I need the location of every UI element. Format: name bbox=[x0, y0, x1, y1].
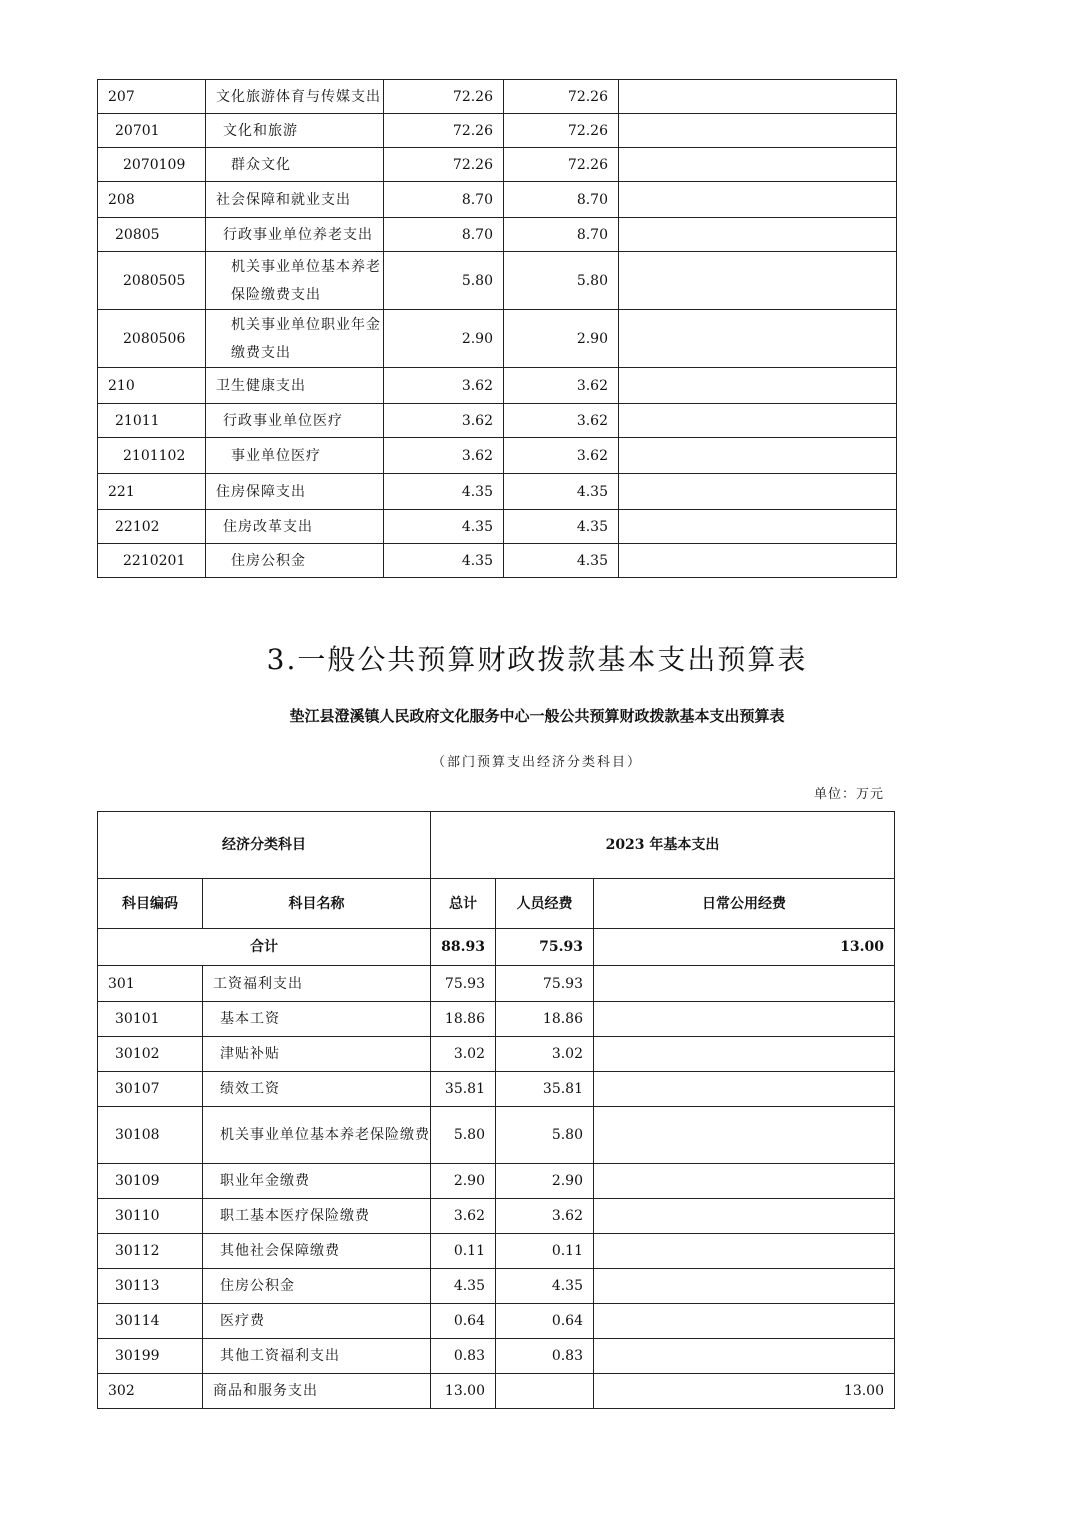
row-project bbox=[619, 474, 897, 510]
row-code: 30114 bbox=[98, 1304, 203, 1339]
row-basic: 72.26 bbox=[504, 148, 619, 182]
row-personnel: 18.86 bbox=[496, 1002, 594, 1037]
row-basic: 3.62 bbox=[504, 404, 619, 438]
row-basic: 72.26 bbox=[504, 114, 619, 148]
row-name: 机关事业单位职业年金缴费支出 bbox=[206, 310, 384, 368]
row-project bbox=[619, 218, 897, 252]
row-public bbox=[594, 1164, 895, 1199]
row-project bbox=[619, 368, 897, 404]
row-name: 卫生健康支出 bbox=[206, 368, 384, 404]
row-basic: 72.26 bbox=[504, 80, 619, 114]
row-total: 0.83 bbox=[431, 1339, 496, 1374]
table-subtitle: （部门预算支出经济分类科目） bbox=[431, 755, 642, 770]
row-name: 基本工资 bbox=[203, 1002, 431, 1037]
table-title: 垫江县澄溪镇人民政府文化服务中心一般公共预算财政拨款基本支出预算表 bbox=[289, 707, 785, 725]
header-name: 科目名称 bbox=[203, 879, 431, 929]
row-code: 2210201 bbox=[98, 544, 206, 578]
row-name: 文化和旅游 bbox=[206, 114, 384, 148]
row-code: 2080506 bbox=[98, 310, 206, 368]
row-code: 30102 bbox=[98, 1037, 203, 1072]
row-total: 75.93 bbox=[431, 966, 496, 1002]
row-project bbox=[619, 438, 897, 474]
basic-expenditure-table bbox=[97, 811, 895, 1409]
table-row bbox=[98, 1339, 895, 1374]
sum-label: 合计 bbox=[98, 929, 431, 966]
table-row bbox=[98, 114, 897, 148]
row-project bbox=[619, 252, 897, 310]
expenditure-function-table-body bbox=[98, 80, 897, 578]
table-row bbox=[98, 1107, 895, 1164]
table-row bbox=[98, 182, 897, 218]
row-total: 3.02 bbox=[431, 1037, 496, 1072]
header-personnel: 人员经费 bbox=[496, 879, 594, 929]
unit-label: 单位：万元 bbox=[813, 787, 884, 802]
row-code: 2070109 bbox=[98, 148, 206, 182]
table-row bbox=[98, 310, 897, 368]
table-row bbox=[98, 1304, 895, 1339]
sum-total: 88.93 bbox=[431, 929, 496, 966]
table-row bbox=[98, 510, 897, 544]
row-code: 30112 bbox=[98, 1234, 203, 1269]
row-personnel bbox=[496, 1374, 594, 1409]
row-project bbox=[619, 404, 897, 438]
table-row bbox=[98, 148, 897, 182]
row-total: 2.90 bbox=[384, 310, 504, 368]
header-row-columns bbox=[98, 879, 895, 929]
row-total: 3.62 bbox=[384, 438, 504, 474]
row-public bbox=[594, 1234, 895, 1269]
row-name: 住房公积金 bbox=[206, 544, 384, 578]
row-total: 72.26 bbox=[384, 114, 504, 148]
sum-public: 13.00 bbox=[594, 929, 895, 966]
row-code: 221 bbox=[98, 474, 206, 510]
row-personnel: 3.62 bbox=[496, 1199, 594, 1234]
table-row bbox=[98, 80, 897, 114]
row-total: 5.80 bbox=[431, 1107, 496, 1164]
row-basic: 8.70 bbox=[504, 218, 619, 252]
row-name: 社会保障和就业支出 bbox=[206, 182, 384, 218]
row-total: 35.81 bbox=[431, 1072, 496, 1107]
row-personnel: 2.90 bbox=[496, 1164, 594, 1199]
row-total: 5.80 bbox=[384, 252, 504, 310]
table-row bbox=[98, 474, 897, 510]
row-personnel: 0.11 bbox=[496, 1234, 594, 1269]
row-code: 30109 bbox=[98, 1164, 203, 1199]
row-name: 事业单位医疗 bbox=[206, 438, 384, 474]
table-row bbox=[98, 252, 897, 310]
row-total: 13.00 bbox=[431, 1374, 496, 1409]
table-row bbox=[98, 368, 897, 404]
row-code: 301 bbox=[98, 966, 203, 1002]
header-code: 科目编码 bbox=[98, 879, 203, 929]
row-code: 30110 bbox=[98, 1199, 203, 1234]
row-code: 30107 bbox=[98, 1072, 203, 1107]
section-title: 3.一般公共预算财政拨款基本支出预算表 bbox=[266, 643, 808, 676]
row-public bbox=[594, 966, 895, 1002]
row-code: 21011 bbox=[98, 404, 206, 438]
row-public bbox=[594, 1002, 895, 1037]
row-personnel: 35.81 bbox=[496, 1072, 594, 1107]
row-project bbox=[619, 114, 897, 148]
row-name: 其他社会保障缴费 bbox=[203, 1234, 431, 1269]
row-personnel: 0.83 bbox=[496, 1339, 594, 1374]
row-name: 机关事业单位基本养老保险缴费支出 bbox=[206, 252, 384, 310]
row-total: 72.26 bbox=[384, 148, 504, 182]
row-code: 30113 bbox=[98, 1269, 203, 1304]
row-basic: 4.35 bbox=[504, 474, 619, 510]
row-code: 20701 bbox=[98, 114, 206, 148]
row-project bbox=[619, 148, 897, 182]
row-personnel: 0.64 bbox=[496, 1304, 594, 1339]
row-name: 职业年金缴费 bbox=[203, 1164, 431, 1199]
row-total: 8.70 bbox=[384, 182, 504, 218]
row-name: 住房改革支出 bbox=[206, 510, 384, 544]
sum-row bbox=[98, 929, 895, 966]
row-total: 0.64 bbox=[431, 1304, 496, 1339]
table-row bbox=[98, 1037, 895, 1072]
row-code: 208 bbox=[98, 182, 206, 218]
row-name: 医疗费 bbox=[203, 1304, 431, 1339]
row-total: 4.35 bbox=[431, 1269, 496, 1304]
row-project bbox=[619, 182, 897, 218]
row-total: 18.86 bbox=[431, 1002, 496, 1037]
row-name: 文化旅游体育与传媒支出 bbox=[206, 80, 384, 114]
row-public bbox=[594, 1304, 895, 1339]
row-name: 津贴补贴 bbox=[203, 1037, 431, 1072]
table-row bbox=[98, 1234, 895, 1269]
row-name: 行政事业单位养老支出 bbox=[206, 218, 384, 252]
row-code: 20805 bbox=[98, 218, 206, 252]
row-name: 住房保障支出 bbox=[206, 474, 384, 510]
header-economic-category: 经济分类科目 bbox=[98, 812, 431, 879]
row-code: 30199 bbox=[98, 1339, 203, 1374]
table-row bbox=[98, 218, 897, 252]
row-basic: 3.62 bbox=[504, 368, 619, 404]
row-public bbox=[594, 1199, 895, 1234]
row-public bbox=[594, 1037, 895, 1072]
row-name: 住房公积金 bbox=[203, 1269, 431, 1304]
row-total: 2.90 bbox=[431, 1164, 496, 1199]
basic-expenditure-table-body bbox=[98, 966, 895, 1409]
row-name: 其他工资福利支出 bbox=[203, 1339, 431, 1374]
row-total: 0.11 bbox=[431, 1234, 496, 1269]
row-name: 群众文化 bbox=[206, 148, 384, 182]
row-code: 2101102 bbox=[98, 438, 206, 474]
row-code: 30108 bbox=[98, 1107, 203, 1164]
row-personnel: 4.35 bbox=[496, 1269, 594, 1304]
table-row bbox=[98, 1072, 895, 1107]
header-total: 总计 bbox=[431, 879, 496, 929]
row-code: 30101 bbox=[98, 1002, 203, 1037]
table-row bbox=[98, 1164, 895, 1199]
table-row bbox=[98, 1002, 895, 1037]
row-name: 职工基本医疗保险缴费 bbox=[203, 1199, 431, 1234]
row-total: 72.26 bbox=[384, 80, 504, 114]
row-project bbox=[619, 80, 897, 114]
row-total: 3.62 bbox=[384, 404, 504, 438]
row-personnel: 5.80 bbox=[496, 1107, 594, 1164]
row-basic: 8.70 bbox=[504, 182, 619, 218]
row-name: 工资福利支出 bbox=[203, 966, 431, 1002]
row-name: 商品和服务支出 bbox=[203, 1374, 431, 1409]
table-row bbox=[98, 1199, 895, 1234]
header-public: 日常公用经费 bbox=[594, 879, 895, 929]
row-basic: 3.62 bbox=[504, 438, 619, 474]
row-code: 22102 bbox=[98, 510, 206, 544]
row-code: 207 bbox=[98, 80, 206, 114]
row-total: 4.35 bbox=[384, 510, 504, 544]
row-name: 机关事业单位基本养老保险缴费 bbox=[203, 1107, 431, 1164]
row-basic: 2.90 bbox=[504, 310, 619, 368]
row-name: 行政事业单位医疗 bbox=[206, 404, 384, 438]
row-public: 13.00 bbox=[594, 1374, 895, 1409]
sum-personnel: 75.93 bbox=[496, 929, 594, 966]
table-row bbox=[98, 1374, 895, 1409]
row-project bbox=[619, 310, 897, 368]
table-row bbox=[98, 404, 897, 438]
header-row-group bbox=[98, 812, 895, 879]
table-row bbox=[98, 1269, 895, 1304]
row-basic: 5.80 bbox=[504, 252, 619, 310]
expenditure-function-table bbox=[97, 79, 897, 578]
row-total: 3.62 bbox=[384, 368, 504, 404]
row-project bbox=[619, 510, 897, 544]
row-code: 302 bbox=[98, 1374, 203, 1409]
table-row bbox=[98, 544, 897, 578]
row-total: 4.35 bbox=[384, 474, 504, 510]
row-basic: 4.35 bbox=[504, 544, 619, 578]
row-name: 绩效工资 bbox=[203, 1072, 431, 1107]
row-total: 3.62 bbox=[431, 1199, 496, 1234]
header-year-basic-expenditure: 2023 年基本支出 bbox=[431, 812, 895, 879]
row-personnel: 75.93 bbox=[496, 966, 594, 1002]
row-public bbox=[594, 1339, 895, 1374]
row-total: 4.35 bbox=[384, 544, 504, 578]
row-code: 210 bbox=[98, 368, 206, 404]
row-project bbox=[619, 544, 897, 578]
table-row bbox=[98, 966, 895, 1002]
row-basic: 4.35 bbox=[504, 510, 619, 544]
row-code: 2080505 bbox=[98, 252, 206, 310]
row-total: 8.70 bbox=[384, 218, 504, 252]
row-public bbox=[594, 1269, 895, 1304]
row-public bbox=[594, 1072, 895, 1107]
row-public bbox=[594, 1107, 895, 1164]
table-row bbox=[98, 438, 897, 474]
row-personnel: 3.02 bbox=[496, 1037, 594, 1072]
